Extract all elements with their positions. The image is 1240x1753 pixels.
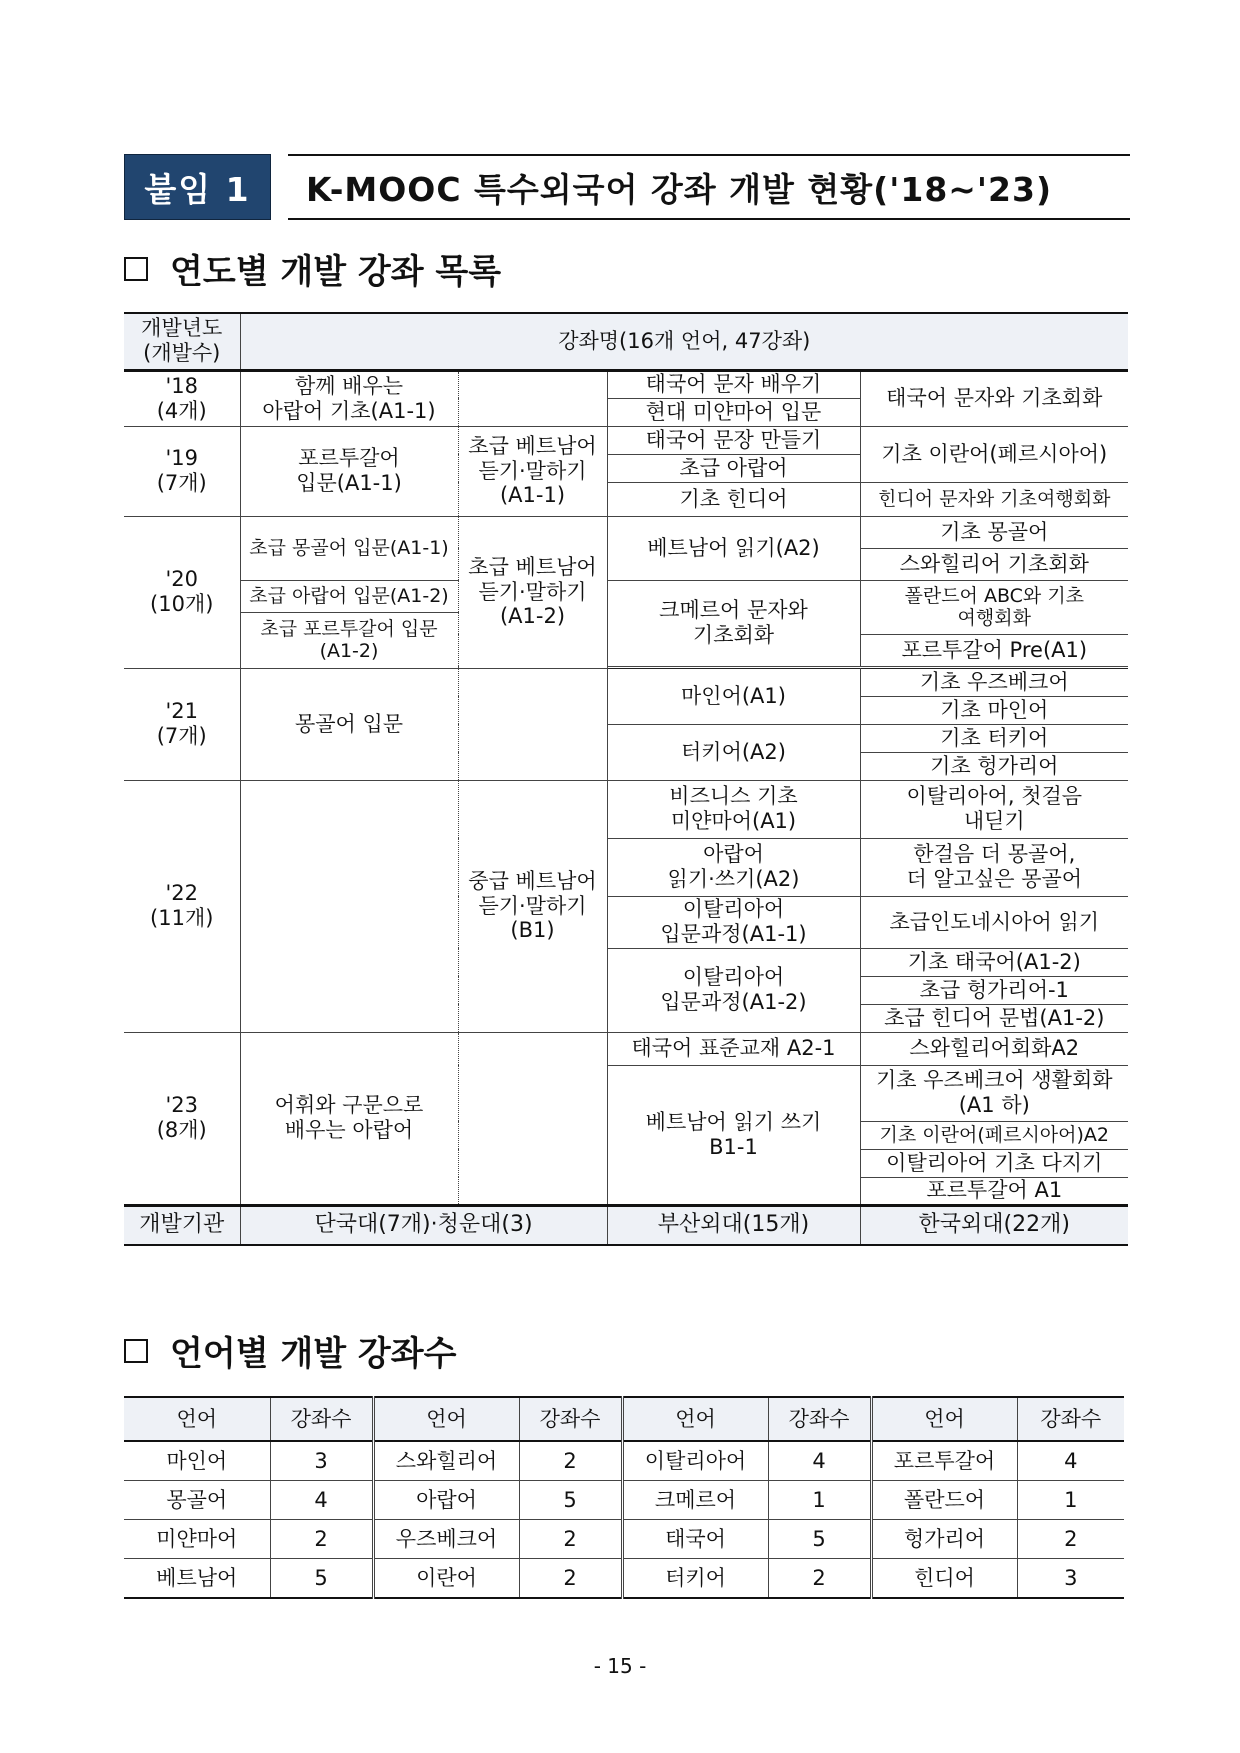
course-cell: 함께 배우는 아랍어 기초(A1-1) [240, 370, 458, 426]
course-cell: 기초 헝가리어 [860, 752, 1128, 780]
language-cell: 크메르어 [622, 1481, 768, 1520]
language-count-table [124, 1396, 1124, 1599]
section-title: 언어별 개발 강좌수 [170, 1334, 457, 1374]
year-cell: '19 (7개) [124, 426, 240, 516]
count-cell: 2 [519, 1559, 622, 1599]
count-cell: 3 [1017, 1559, 1124, 1599]
course-cell: 현대 미얀마어 입문 [607, 398, 860, 426]
course-cell: 태국어 표준교재 A2-1 [607, 1032, 860, 1065]
course-cell: 초급 아랍어 입문(A1-2) [240, 580, 458, 612]
course-cell: 기초 태국어(A1-2) [860, 948, 1128, 976]
course-cell: 기초 이란어(페르시아어)A2 [860, 1121, 1128, 1149]
header-course-count: 강좌수 [519, 1397, 622, 1441]
course-cell: 태국어 문자와 기초회화 [860, 370, 1128, 426]
course-cell: 아랍어 읽기·쓰기(A2) [607, 838, 860, 896]
language-cell: 스와힐리어 [373, 1441, 519, 1481]
course-cell: 초급 힌디어 문법(A1-2) [860, 1004, 1128, 1032]
course-list-table [124, 312, 1128, 1246]
table-row [124, 1520, 1124, 1559]
count-cell: 5 [519, 1481, 622, 1520]
header-language: 언어 [373, 1397, 519, 1441]
language-cell: 헝가리어 [871, 1520, 1017, 1559]
course-cell: 태국어 문자 배우기 [607, 370, 860, 398]
course-cell: 폴란드어 ABC와 기초 여행회화 [860, 580, 1128, 634]
attachment-badge: 붙임 1 [124, 154, 271, 220]
count-cell: 4 [768, 1441, 871, 1481]
course-cell: 기초 우즈베크어 [860, 668, 1128, 696]
count-cell: 5 [768, 1520, 871, 1559]
institution-cell: 단국대(7개)·청운대(3) [240, 1205, 607, 1245]
course-cell: 베트남어 읽기 쓰기 B1-1 [607, 1065, 860, 1205]
institution-cell: 부산외대(15개) [607, 1205, 860, 1245]
course-cell: 초급 베트남어 듣기·말하기 (A1-2) [458, 516, 607, 668]
table-row [124, 1481, 1124, 1520]
count-cell: 4 [270, 1481, 373, 1520]
year-cell: '22 (11개) [124, 780, 240, 1032]
table-row [124, 1559, 1124, 1599]
course-cell: 초급 아랍어 [607, 454, 860, 482]
header-course-count: 강좌수 [768, 1397, 871, 1441]
course-cell: 힌디어 문자와 기초여행회화 [860, 482, 1128, 516]
language-cell: 포르투갈어 [871, 1441, 1017, 1481]
count-cell: 2 [1017, 1520, 1124, 1559]
course-cell: 이탈리아어, 첫걸음 내딛기 [860, 780, 1128, 838]
course-cell: 기초 우즈베크어 생활회화 (A1 하) [860, 1065, 1128, 1121]
count-cell: 5 [270, 1559, 373, 1599]
checkbox-square-icon [124, 1339, 148, 1363]
course-cell: 기초 마인어 [860, 696, 1128, 724]
institution-cell: 한국외대(22개) [860, 1205, 1128, 1245]
course-cell: 몽골어 입문 [240, 668, 458, 780]
course-cell: 포르투갈어 Pre(A1) [860, 634, 1128, 666]
checkbox-square-icon [124, 257, 148, 281]
language-cell: 이란어 [373, 1559, 519, 1599]
year-cell: '20 (10개) [124, 516, 240, 668]
course-cell: 스와힐리어 기초회화 [860, 548, 1128, 580]
course-cell: 베트남어 읽기(A2) [607, 516, 860, 580]
language-cell: 아랍어 [373, 1481, 519, 1520]
language-cell: 우즈베크어 [373, 1520, 519, 1559]
language-cell: 힌디어 [871, 1559, 1017, 1599]
course-cell [458, 1032, 607, 1205]
header-course: 강좌명(16개 언어, 47강좌) [240, 313, 1128, 370]
header-language: 언어 [622, 1397, 768, 1441]
header-course-count: 강좌수 [270, 1397, 373, 1441]
course-cell: 이탈리아어 입문과정(A1-2) [607, 948, 860, 1032]
count-cell: 4 [1017, 1441, 1124, 1481]
count-cell: 2 [270, 1520, 373, 1559]
course-cell: 비즈니스 기초 미얀마어(A1) [607, 780, 860, 838]
language-cell: 마인어 [124, 1441, 270, 1481]
header-language: 언어 [871, 1397, 1017, 1441]
course-cell: 초급인도네시아어 읽기 [860, 896, 1128, 948]
course-cell: 기초 몽골어 [860, 516, 1128, 548]
course-cell: 초급 몽골어 입문(A1-1) [240, 516, 458, 580]
course-cell: 크메르어 문자와 기초회화 [607, 580, 860, 666]
count-cell: 3 [270, 1441, 373, 1481]
language-cell: 이탈리아어 [622, 1441, 768, 1481]
count-cell: 2 [519, 1520, 622, 1559]
language-cell: 베트남어 [124, 1559, 270, 1599]
course-cell: 포르투갈어 입문(A1-1) [240, 426, 458, 516]
course-cell: 초급 베트남어 듣기·말하기 (A1-1) [458, 426, 607, 516]
institution-label: 개발기관 [124, 1205, 240, 1245]
course-cell: 초급 헝가리어-1 [860, 976, 1128, 1004]
language-cell: 폴란드어 [871, 1481, 1017, 1520]
language-cell: 미얀마어 [124, 1520, 270, 1559]
section-heading-yearly [124, 244, 501, 293]
course-cell: 어휘와 구문으로 배우는 아랍어 [240, 1032, 458, 1205]
course-cell: 한걸음 더 몽골어, 더 알고싶은 몽골어 [860, 838, 1128, 896]
course-cell: 이탈리아어 기초 다지기 [860, 1149, 1128, 1177]
header-course-count: 강좌수 [1017, 1397, 1124, 1441]
course-cell: 터키어(A2) [607, 724, 860, 780]
language-cell: 몽골어 [124, 1481, 270, 1520]
course-cell [240, 780, 458, 1032]
document-header [124, 154, 1130, 220]
year-cell: '18 (4개) [124, 370, 240, 426]
year-cell: '23 (8개) [124, 1032, 240, 1205]
count-cell: 2 [519, 1441, 622, 1481]
course-cell: 기초 이란어(페르시아어) [860, 426, 1128, 482]
count-cell: 2 [768, 1559, 871, 1599]
count-cell: 1 [768, 1481, 871, 1520]
count-cell: 1 [1017, 1481, 1124, 1520]
course-cell: 기초 터키어 [860, 724, 1128, 752]
header-language: 언어 [124, 1397, 270, 1441]
course-cell [458, 668, 607, 780]
year-cell: '21 (7개) [124, 668, 240, 780]
course-cell: 중급 베트남어 듣기·말하기 (B1) [458, 780, 607, 1032]
course-cell: 포르투갈어 A1 [860, 1177, 1128, 1205]
table-row [124, 1441, 1124, 1481]
course-cell: 스와힐리어회화A2 [860, 1032, 1128, 1065]
page-number: - 15 - [593, 1654, 647, 1678]
document-title: K-MOOC 특수외국어 강좌 개발 현황('18~'23) [288, 154, 1130, 220]
language-cell: 터키어 [622, 1559, 768, 1599]
course-cell: 기초 힌디어 [607, 482, 860, 516]
course-cell: 태국어 문장 만들기 [607, 426, 860, 454]
header-year: 개발년도 (개발수) [124, 313, 240, 370]
course-cell: 이탈리아어 입문과정(A1-1) [607, 896, 860, 948]
section-title: 연도별 개발 강좌 목록 [170, 252, 502, 292]
course-cell: 초급 포르투갈어 입문 (A1-2) [240, 612, 458, 668]
course-cell: 마인어(A1) [607, 668, 860, 724]
course-cell [458, 370, 607, 426]
section-heading-language [124, 1326, 456, 1375]
language-cell: 태국어 [622, 1520, 768, 1559]
